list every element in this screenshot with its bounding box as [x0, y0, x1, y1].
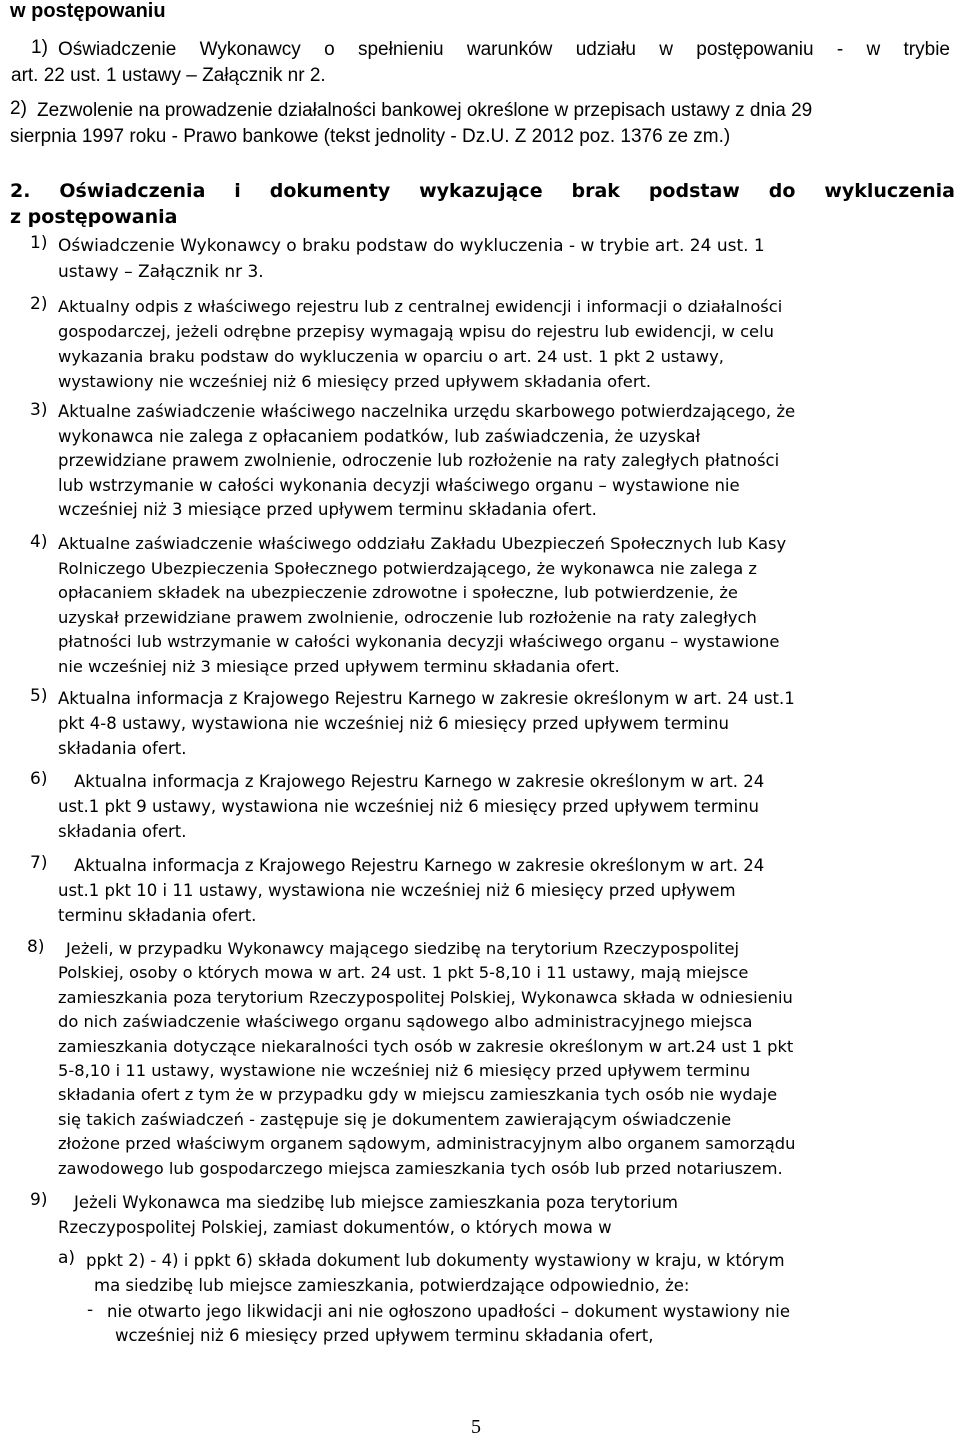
- text-line: składania ofert.: [58, 822, 187, 841]
- text-line: przewidziane prawem zwolnienie, odroczenie lub rozłożenie na raty zaległych płatności: [58, 451, 780, 470]
- section2-item1-text: [58, 233, 955, 285]
- text-line: pkt 4-8 ustawy, wystawiona nie wcześniej niż 6 miesięcy przed upływem terminu: [58, 714, 729, 733]
- text-line: uzyskał przewidziane prawem zwolnienie, odroczenie lub rozłożenie na raty zaległych: [58, 607, 757, 627]
- section2-item8-number: 8): [27, 937, 45, 957]
- section2-item3-text: [58, 400, 955, 523]
- text-line: płatności lub wstrzymanie w całości wykonania decyzji właściwego organu – wystawione: [58, 632, 780, 651]
- text-line: wykazania braku podstaw do wykluczenia w oparciu o art. 24 ust. 1 pkt 2 ustawy,: [58, 347, 724, 366]
- section2-number: 2.: [10, 180, 31, 202]
- text-line: wykonawca nie zalega z opłacaniem podatków, lub zaświadczenia, że uzyskał: [58, 426, 701, 446]
- section2-heading-line1: Oświadczenia i dokumenty wykazujące brak podstaw do wykluczenia: [59, 180, 955, 202]
- subitem-a-text: [86, 1248, 955, 1298]
- text-line: Aktualna informacja z Krajowego Rejestru Karnego w zakresie określonym w art. 24 ust.1: [58, 689, 795, 708]
- text-line: składania ofert z tym że w przypadku gdy w miejscu zamieszkania tych osób nie wydaje: [58, 1085, 778, 1105]
- text-line: ppkt 2) - 4) i ppkt 6) składa dokument lub dokumenty wystawiony w kraju, w którym: [86, 1251, 785, 1270]
- text-line: ust.1 pkt 10 i 11 ustawy, wystawiona nie wcześniej niż 6 miesięcy przed upływem: [58, 881, 736, 900]
- text-line: wystawiony nie wcześniej niż 6 miesięcy przed upływem składania ofert.: [58, 372, 652, 391]
- section2-item7-text: [58, 853, 955, 928]
- page-number: 5: [471, 1416, 481, 1438]
- section2-item4-text: [58, 532, 955, 679]
- text-line: nie wcześniej niż 3 miesiące przed upływem terminu składania ofert.: [58, 656, 620, 676]
- dash-item-text: [107, 1300, 955, 1348]
- text-line: zawodowego lub gospodarczego miejsca zamieszkania tych osób lub przed notariuszem.: [58, 1158, 783, 1178]
- section1-item2-text: [10, 98, 940, 150]
- section2-item1-number: 1): [30, 233, 48, 253]
- section2-item8-text: [58, 937, 955, 1181]
- text-line: Aktualna informacja z Krajowego Rejestru Karnego w zakresie określonym w art. 24: [74, 772, 765, 791]
- text-line: Aktualne zaświadczenie właściwego oddziału Zakładu Ubezpieczeń Społecznych lub Kasy: [58, 534, 787, 553]
- text-line: zamieszkania dotyczące niekaralności tych osób w zakresie określonym w art.24 ust 1 pkt: [58, 1036, 794, 1056]
- section1-item2-number: 2): [10, 98, 27, 119]
- text-line: Rolniczego Ubezpieczenia Społecznego potwierdzającego, że wykonawca nie zalega z: [58, 558, 757, 578]
- subitem-a-number: a): [58, 1248, 76, 1268]
- text-line: lub wstrzymanie w całości wykonania decyzji właściwego organu – wystawione nie: [58, 475, 740, 495]
- text-line: 5-8,10 i 11 ustawy, wystawione nie wcześniej niż 6 miesięcy przed upływem terminu: [58, 1061, 751, 1081]
- section2-item6-number: 6): [30, 769, 48, 789]
- section2-heading: [10, 178, 955, 230]
- text-line: Jeżeli, w przypadku Wykonawcy mającego siedzibę na terytorium Rzeczypospolitej: [66, 939, 740, 958]
- text-line: art. 22 ust. 1 ustawy – Załącznik nr 2.: [11, 65, 326, 86]
- section1-item1-text: [11, 37, 950, 89]
- text-line: Zezwolenie na prowadzenie działalności bankowej określone w przepisach ustawy z dnia 29: [37, 100, 813, 121]
- section2-item3-number: 3): [30, 400, 48, 420]
- text-line: wcześniej niż 6 miesięcy przed upływem terminu składania ofert,: [115, 1326, 654, 1345]
- text-line: Polskiej, osoby o których mowa w art. 24 ust. 1 pkt 5-8,10 i 11 ustawy, mają miejsce: [58, 963, 749, 983]
- text-line: składania ofert.: [58, 739, 187, 758]
- dash-item-marker: -: [87, 1300, 94, 1320]
- text-line: nie otwarto jego likwidacji ani nie ogłoszono upadłości – dokument wystawiony nie: [107, 1302, 790, 1321]
- text-line: ma siedzibę lub miejsce zamieszkania, potwierdzające odpowiednio, że:: [94, 1276, 690, 1295]
- text-line: terminu składania ofert.: [58, 906, 257, 925]
- text-line: Oświadczenie Wykonawcy o spełnieniu warunków udziału w postępowaniu - w trybie: [58, 39, 950, 60]
- section2-item5-text: [58, 686, 955, 761]
- section1-heading-tail: w postępowaniu: [10, 0, 166, 22]
- text-line: się takich zaświadczeń - zastępuje się je dokumentem zawierającym oświadczenie: [58, 1109, 732, 1129]
- text-line: Oświadczenie Wykonawcy o braku podstaw do wykluczenia - w trybie art. 24 ust. 1: [58, 236, 765, 256]
- section2-item6-text: [58, 769, 955, 844]
- section2-item5-number: 5): [30, 686, 48, 706]
- text-line: sierpnia 1997 roku - Prawo bankowe (tekst jednolity - Dz.U. Z 2012 poz. 1376 ze zm.): [10, 126, 731, 147]
- text-line: wcześniej niż 3 miesiące przed upływem terminu składania ofert.: [58, 500, 597, 519]
- section2-item9-number: 9): [30, 1190, 48, 1210]
- text-line: do nich zaświadczenie właściwego organu sądowego albo administracyjnego miejsca: [58, 1012, 753, 1032]
- text-line: Aktualny odpis z właściwego rejestru lub z centralnej ewidencji i informacji o działalności: [58, 297, 783, 316]
- text-line: zamieszkania poza terytorium Rzeczypospolitej Polskiej, Wykonawca składa w odniesieniu: [58, 987, 793, 1007]
- text-line: opłacaniem składek na ubezpieczenie zdrowotne i społeczne, lub potwierdzenie, że: [58, 583, 738, 602]
- text-line: gospodarczej, jeżeli odrębne przepisy wymagają wpisu do rejestru lub ewidencji, w celu: [58, 322, 774, 341]
- text-line: Jeżeli Wykonawca ma siedzibę lub miejsce zamieszkania poza terytorium: [74, 1193, 678, 1212]
- section2-item2-text: [58, 294, 955, 394]
- section1-item1-number: 1): [31, 37, 48, 58]
- section2-item2-number: 2): [30, 294, 48, 314]
- text-line: Rzeczypospolitej Polskiej, zamiast dokumentów, o których mowa w: [58, 1218, 612, 1237]
- text-line: Aktualna informacja z Krajowego Rejestru Karnego w zakresie określonym w art. 24: [74, 856, 765, 875]
- text-line: ustawy – Załącznik nr 3.: [58, 262, 264, 282]
- section2-item4-number: 4): [30, 532, 48, 552]
- section2-item9-text: [58, 1190, 955, 1240]
- text-line: Aktualne zaświadczenie właściwego naczelnika urzędu skarbowego potwierdzającego, że: [58, 402, 796, 421]
- section2-item7-number: 7): [30, 853, 48, 873]
- text-line: złożone przed właściwym organem sądowym, administracyjnym albo organem samorządu: [58, 1134, 796, 1154]
- text-line: ust.1 pkt 9 ustawy, wystawiona nie wcześniej niż 6 miesięcy przed upływem terminu: [58, 797, 759, 816]
- section2-heading-line2: z postępowania: [10, 206, 178, 228]
